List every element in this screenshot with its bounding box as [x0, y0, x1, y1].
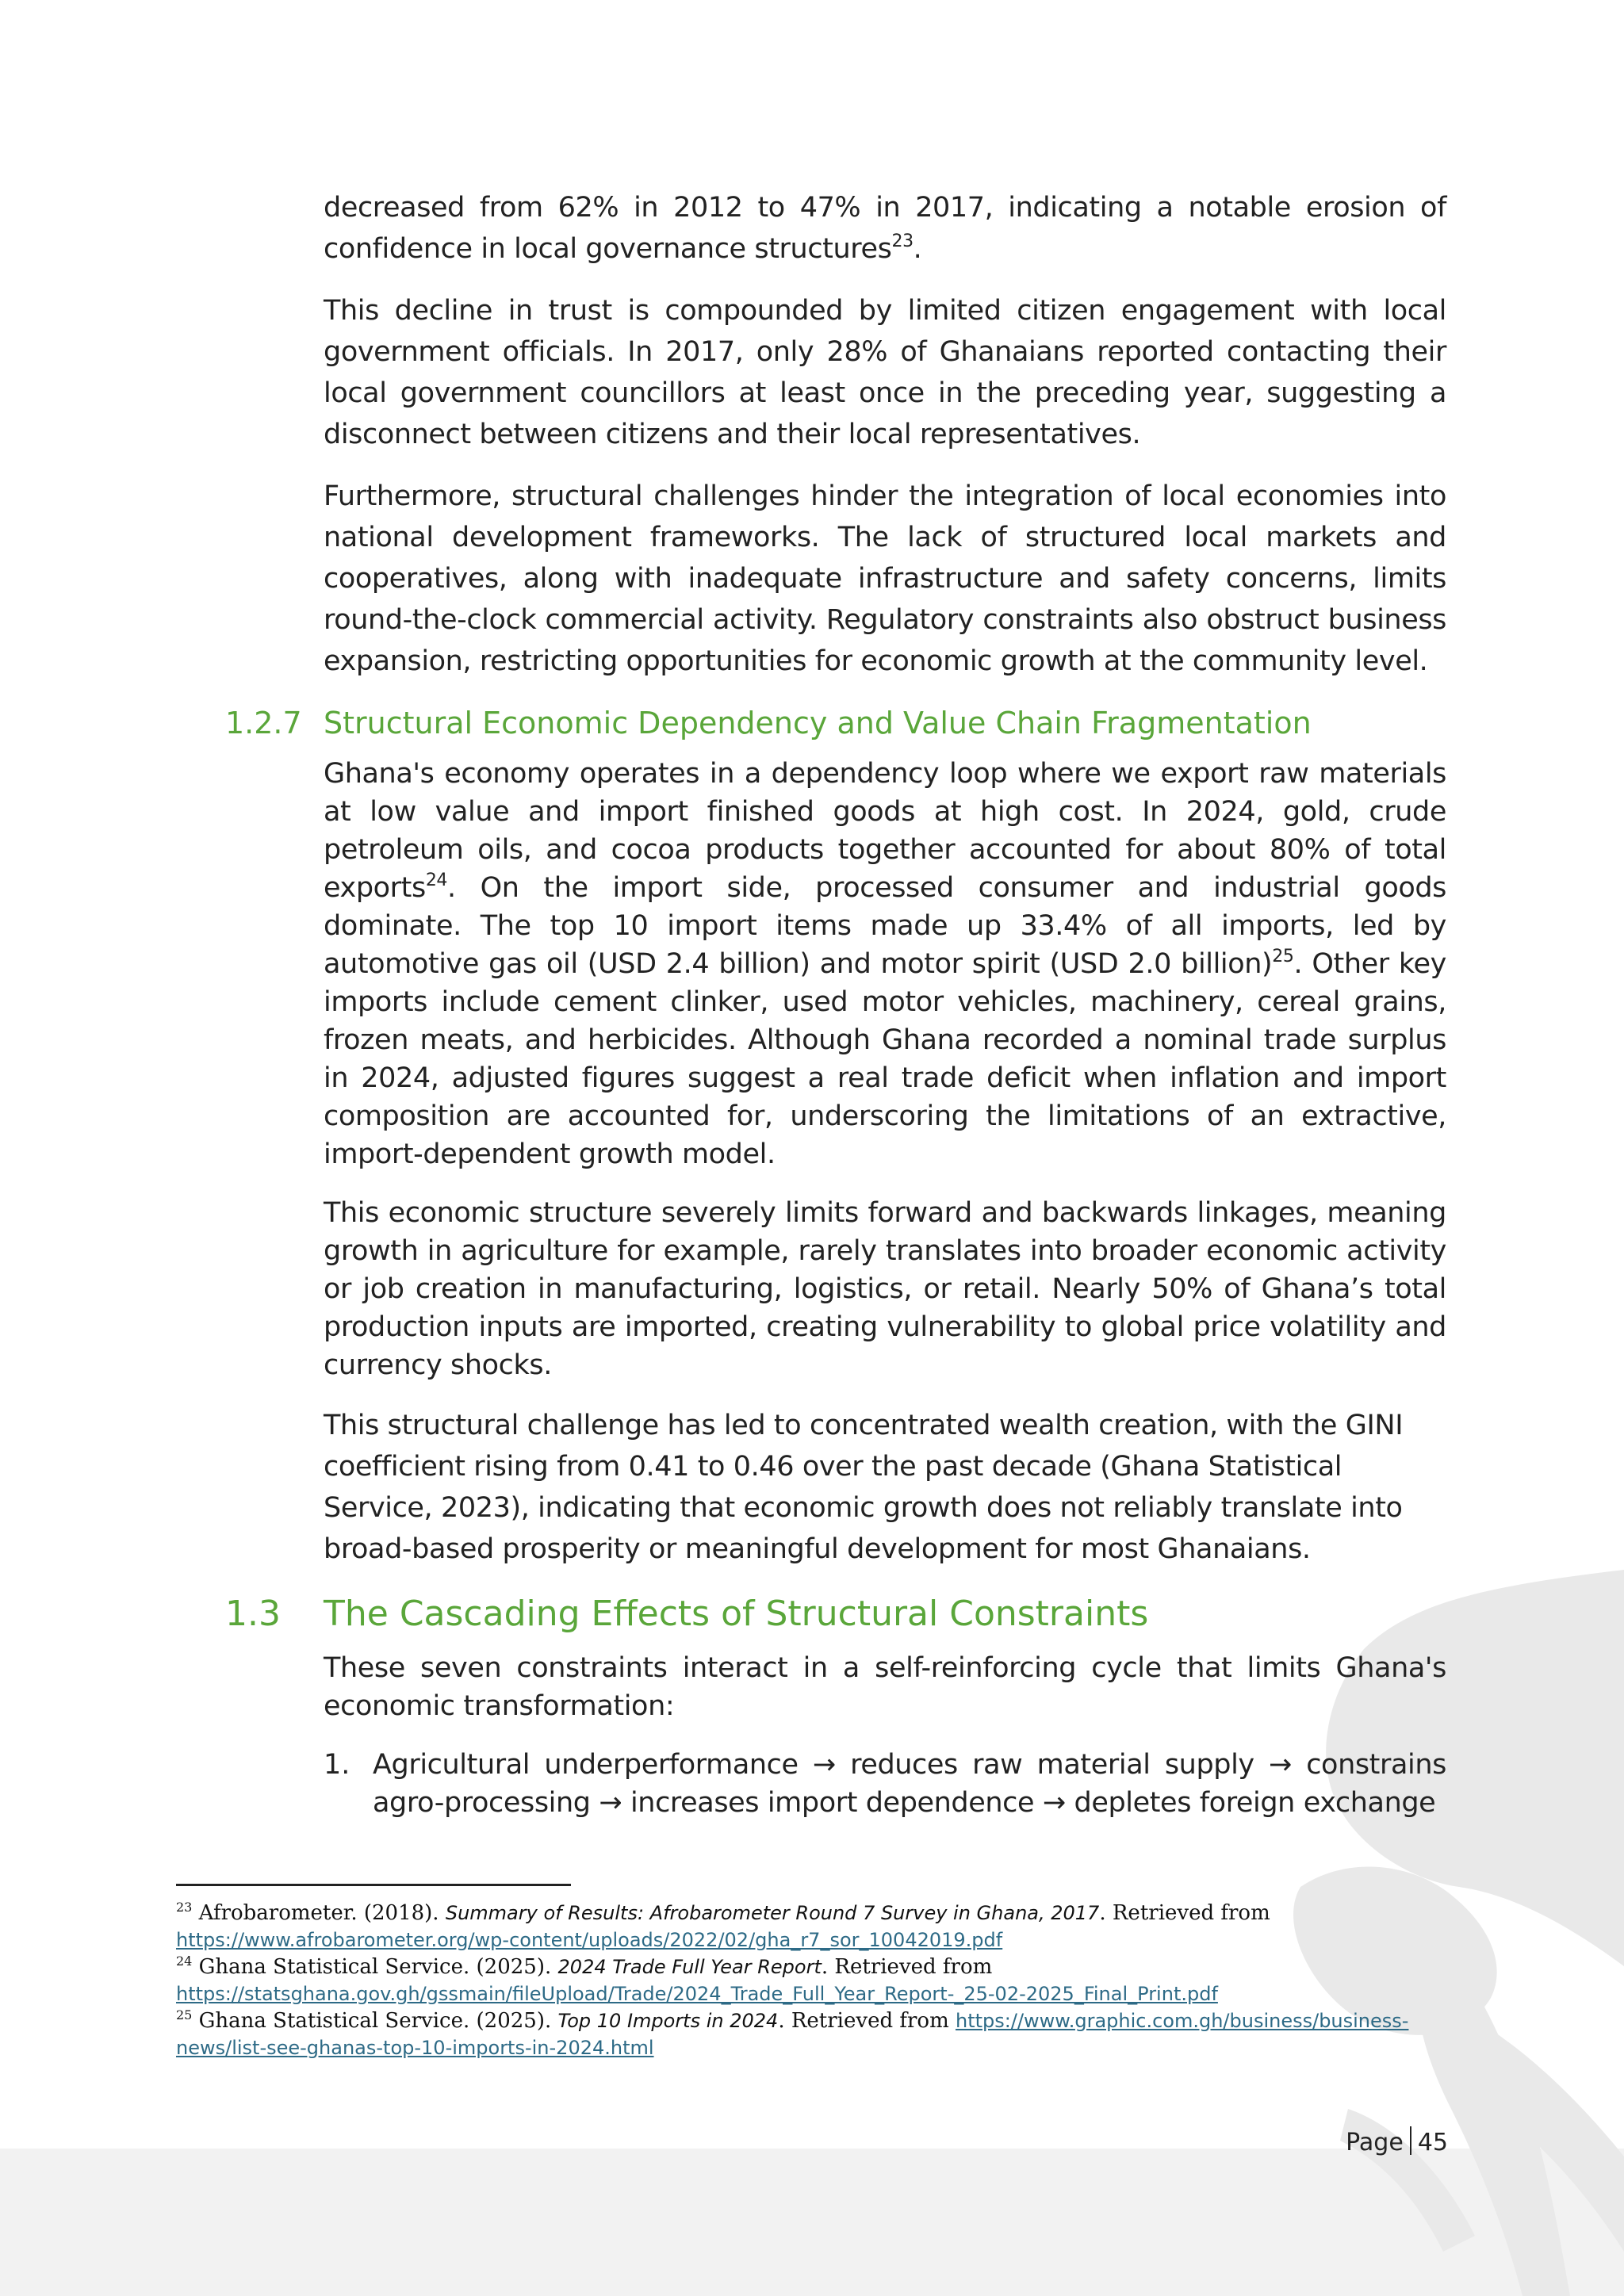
footnote-25: $^{25}$ Ghana Statistical Service. (2025). Top 10 Imports in 2024. Retrieved from https://www.graphic.com.gh/business/business-news/list-see-ghanas-top-10-imports-in-2024.html	[176, 2007, 1409, 2059]
section-number: 1.3	[225, 1594, 281, 1634]
page-label: Page	[1346, 2129, 1404, 2156]
paragraph-dependency-loop: Ghana's economy operates in a dependency loop where we export raw materials at low value and import finished goods at high cost. In 2024, gold, crude petroleum oils, and cocoa products together accounted for about 80% of total exports$^{24}$. On the import side, processed consumer and industrial goods dominate. The top 10 import items made up 33.4% of all imports, led by automotive gas oil (USD 2.4 billion) and motor spirit (USD 2.0 billion)$^{25}$. Other key imports include cement clinker, used motor vehicles, machinery, cereal grains, frozen meats, and herbicides. Although Ghana recorded a nominal trade surplus in 2024, adjusted figures suggest a real trade deficit when inflation and import composition are accounted for, underscoring the limitations of an extractive, import-dependent growth model.	[324, 758, 1446, 1170]
page-separator	[1410, 2126, 1411, 2155]
section-title: The Cascading Effects of Structural Constraints	[324, 1594, 1149, 1634]
paragraph-structural-challenges: Furthermore, structural challenges hinder the integration of local economies into national development frameworks. The lack of structured local markets and cooperatives, along with inadequate infrastructure and safety concerns, limits round-the-clock commercial activity. Regulatory constraints also obstruct business expansion, restricting opportunities for economic growth at the community level.	[324, 480, 1446, 677]
footnote-23: $^{23}$ Afrobarometer. (2018). Summary of Results: Afrobarometer Round 7 Survey in Ghana, 2017. Retrieved from https://www.afrobarometer.org/wp-content/uploads/2022/02/gha_r7_sor_10042019.pdf	[176, 1900, 1270, 1951]
list-item	[324, 1746, 1446, 1822]
footnote-divider	[176, 1884, 571, 1886]
footnote-ref-25[interactable]: 25	[1272, 947, 1294, 966]
paragraph-gini: This structural challenge has led to concentrated wealth creation, with the GINI coefficient rising from 0.41 to 0.46 over the past decade (Ghana Statistical Service, 2023), indicating that economic growth does not reliably translate into broad-based prosperity or meaningful development for most Ghanaians.	[324, 1410, 1404, 1565]
page-number-value: 45	[1417, 2129, 1448, 2156]
footnotes	[176, 1900, 1461, 2061]
paragraph-citizen-engagement: This decline in trust is compounded by limited citizen engagement with local government officials. In 2017, only 28% of Ghanaians reported contacting their local government councillors at least once in the preceding year, suggesting a disconnect between citizens and their local representatives.	[324, 295, 1446, 450]
list-marker: 1.	[324, 1749, 350, 1781]
page-number	[1346, 2126, 1448, 2156]
footnote-link-23[interactable]: https://www.afrobarometer.org/wp-content/uploads/2022/02/gha_r7_sor_10042019.pdf	[176, 1929, 1003, 1951]
paragraph-cascading-intro: These seven constraints interact in a self-reinforcing cycle that limits Ghana's economic transformation:	[324, 1652, 1446, 1722]
paragraph-trust-erosion: decreased from 62% in 2012 to 47% in 2017, indicating a notable erosion of confidence in local governance structures$^{23}$.	[324, 192, 1446, 265]
footnote-ref-24[interactable]: 24	[425, 871, 448, 890]
footnote-link-24[interactable]: https://statsghana.gov.gh/gssmain/fileUpload/Trade/2024_Trade_Full_Year_Report-_25-02-2025_Final_Print.pdf	[176, 1983, 1218, 2005]
footnote-link-25[interactable]: https://www.graphic.com.gh/business/business-news/list-see-ghanas-top-10-imports-in-2024.html	[176, 2010, 1409, 2059]
footnote-24: $^{24}$ Ghana Statistical Service. (2025). 2024 Trade Full Year Report. Retrieved from https://statsghana.gov.gh/gssmain/fileUpload/Trade/2024_Trade_Full_Year_Report-_25-02-2025_Final_Print.pdf	[176, 1954, 1218, 2005]
section-heading-1-3	[225, 1590, 1446, 1638]
footnote-ref-23[interactable]: 23	[891, 232, 914, 251]
section-heading-1-2-7	[225, 702, 1446, 744]
paragraph-linkages: This economic structure severely limits forward and backwards linkages, meaning growth in agriculture for example, rarely translates into broader economic activity or job creation in manufacturing, logistics, or retail. Nearly 50% of Ghana’s total production inputs are imported, creating vulnerability to global price volatility and currency shocks.	[324, 1197, 1446, 1381]
main-content	[225, 187, 1446, 1843]
section-number: 1.2.7	[225, 706, 302, 740]
list-item-text: Agricultural underperformance → reduces raw material supply → constrains agro-processing → increases import dependence → depletes foreign exchange	[373, 1749, 1446, 1819]
section-title: Structural Economic Dependency and Value Chain Fragmentation	[324, 706, 1312, 740]
